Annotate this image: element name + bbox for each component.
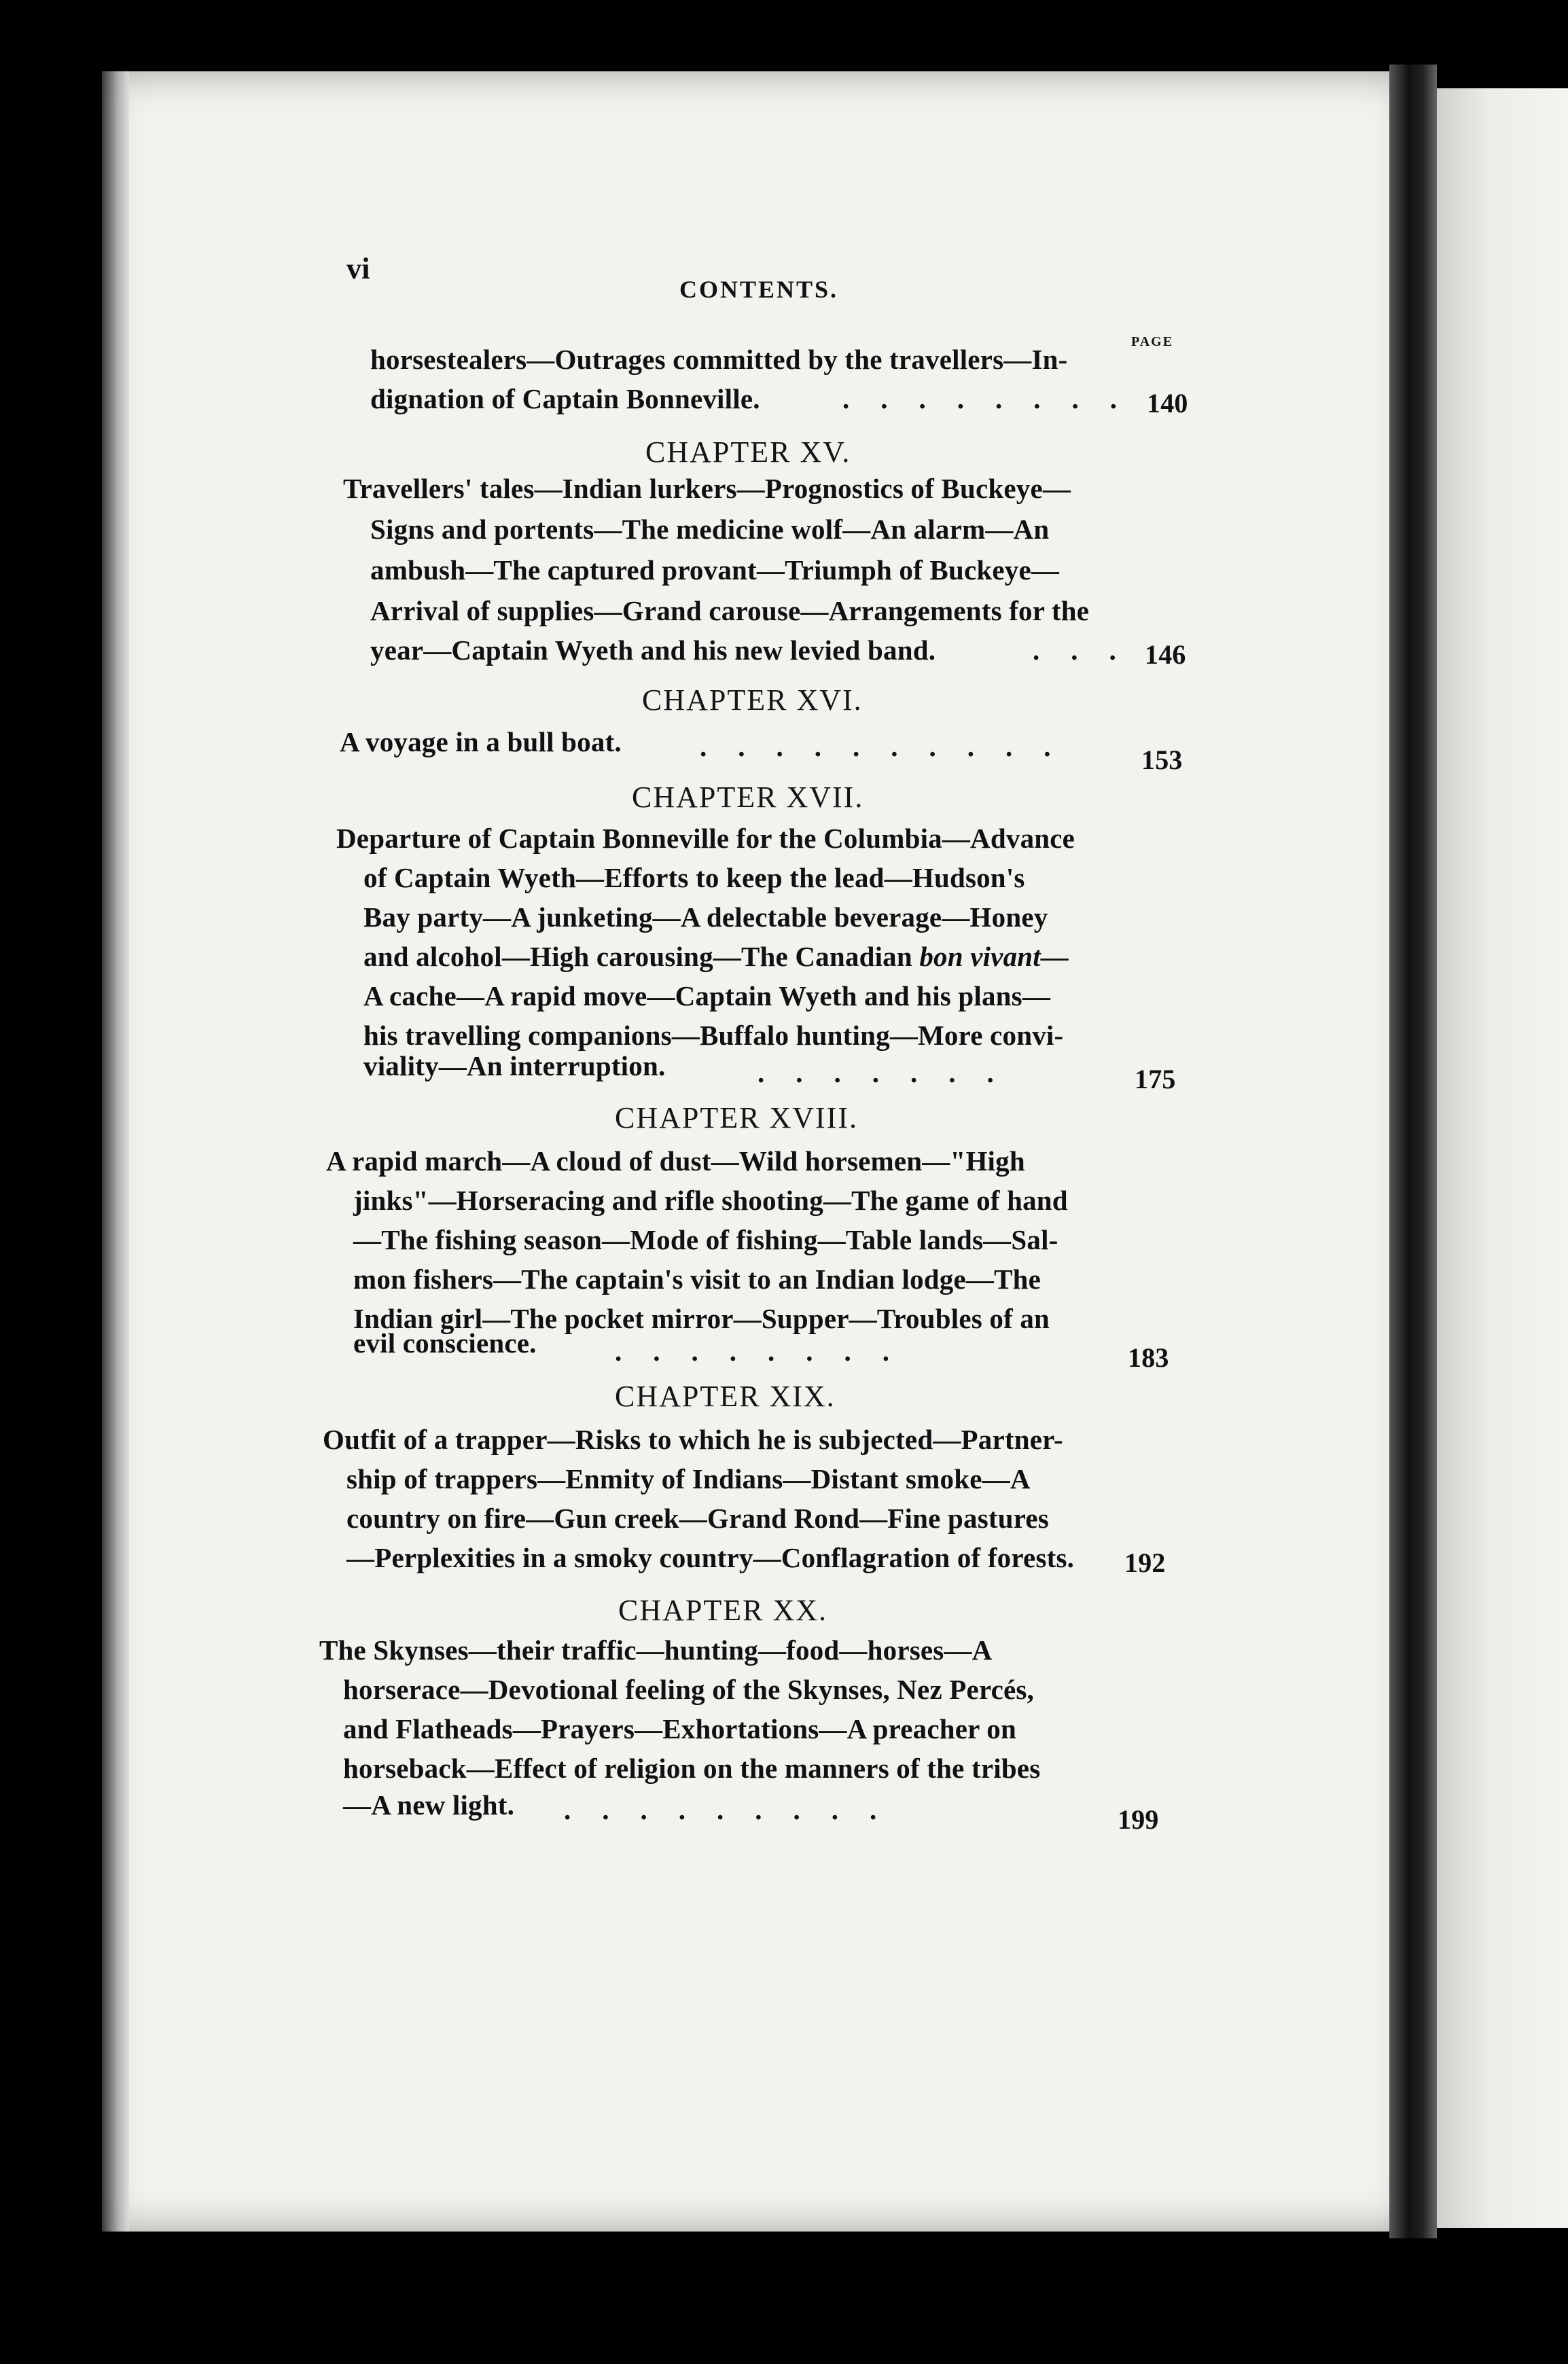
toc-line: of Captain Wyeth—Efforts to keep the lead—Hudson's: [363, 862, 1025, 893]
dot-leaders: ........: [842, 383, 1148, 414]
running-head: CONTENTS.: [679, 276, 839, 303]
toc-line: Bay party—A junketing—A delectable beverage—Honey: [363, 901, 1048, 933]
toc-line: Departure of Captain Bonneville for the Columbia—Advance: [336, 823, 1075, 854]
toc-line: ambush—The captured provant—Triumph of Buckeye—: [370, 554, 1060, 586]
page-number: 183: [1128, 1342, 1169, 1373]
toc-line: jinks"—Horseracing and rifle shooting—The game of hand: [353, 1185, 1068, 1216]
chapter-heading: CHAPTER XVIII.: [615, 1101, 858, 1134]
toc-line: —A new light.: [343, 1789, 515, 1821]
chapter-heading: CHAPTER XX.: [618, 1594, 828, 1627]
toc-line: Outfit of a trapper—Risks to which he is subjected—Partner-: [323, 1424, 1063, 1455]
dot-leaders: ........: [615, 1336, 921, 1367]
page-number: 146: [1145, 639, 1186, 670]
page-number: 153: [1141, 745, 1183, 775]
chapter-heading: CHAPTER XV.: [645, 435, 851, 469]
toc-line: dignation of Captain Bonneville.: [370, 383, 760, 414]
toc-line: A cache—A rapid move—Captain Wyeth and his plans—: [363, 980, 1051, 1011]
page-number: 175: [1135, 1064, 1176, 1094]
toc-line: horseback—Effect of religion on the manners of the tribes: [343, 1753, 1041, 1784]
toc-line: Indian girl—The pocket mirror—Supper—Troubles of an: [353, 1303, 1050, 1334]
book-gutter: [1389, 65, 1437, 2238]
toc-line: and Flatheads—Prayers—Exhortations—A preacher on: [343, 1713, 1016, 1744]
chapter-heading: CHAPTER XVII.: [632, 781, 864, 814]
toc-line: horserace—Devotional feeling of the Skynses, Nez Percés,: [343, 1674, 1035, 1705]
dot-leaders: .........: [564, 1794, 908, 1825]
italic-phrase: bon vivant—: [919, 941, 1069, 972]
toc-line: —Perplexities in a smoky country—Conflagration of forests.: [346, 1542, 1075, 1573]
toc-line: The Skynses—their traffic—hunting—food—horses—A: [319, 1634, 993, 1666]
toc-line: [363, 940, 1069, 973]
chapter-heading: CHAPTER XVI.: [642, 683, 863, 717]
toc-line: Signs and portents—The medicine wolf—An alarm—An: [370, 514, 1050, 545]
dot-leaders: .......: [758, 1057, 1025, 1088]
dot-leaders: ..........: [700, 731, 1082, 762]
toc-line-text: and alcohol—High carousing—The Canadian: [363, 941, 920, 972]
toc-line: horsestealers—Outrages committed by the travellers—In-: [370, 344, 1068, 375]
chapter-heading: CHAPTER XIX.: [615, 1380, 836, 1413]
facing-page-edge: [1437, 88, 1568, 2228]
toc-line: Travellers' tales—Indian lurkers—Prognostics of Buckeye—: [343, 473, 1071, 504]
page-folio: vi: [346, 252, 370, 285]
toc-line: ship of trappers—Enmity of Indians—Distant smoke—A: [346, 1463, 1031, 1494]
page-number: 192: [1124, 1547, 1166, 1578]
dot-leaders: ...: [1033, 634, 1147, 666]
toc-line: evil conscience.: [353, 1327, 537, 1359]
toc-line: —The fishing season—Mode of fishing—Table lands—Sal-: [353, 1224, 1058, 1255]
toc-line: viality—An interruption.: [363, 1050, 666, 1081]
toc-line: country on fire—Gun creek—Grand Rond—Fine pastures: [346, 1503, 1049, 1534]
page-edge-shadow: [102, 71, 129, 2232]
toc-line: A rapid march—A cloud of dust—Wild horsemen—"High: [326, 1145, 1025, 1177]
page-column-label: PAGE: [1131, 334, 1174, 349]
toc-line: his travelling companions—Buffalo hunting—More convi-: [363, 1020, 1064, 1051]
toc-line: Arrival of supplies—Grand carouse—Arrangements for the: [370, 595, 1090, 626]
toc-line: A voyage in a bull boat.: [340, 726, 622, 757]
toc-line: mon fishers—The captain's visit to an Indian lodge—The: [353, 1264, 1041, 1295]
toc-line: year—Captain Wyeth and his new levied band.: [370, 634, 936, 666]
page-number: 199: [1118, 1804, 1159, 1835]
page-number: 140: [1147, 388, 1188, 418]
